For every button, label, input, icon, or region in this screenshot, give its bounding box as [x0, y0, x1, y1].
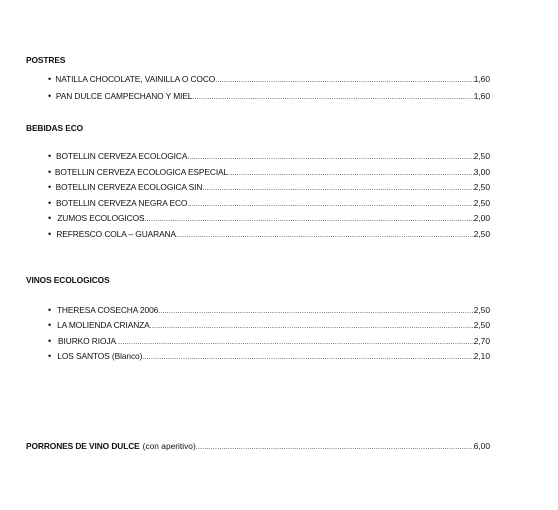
- menu-item-vinos-3: [48, 335, 490, 347]
- menu-item-bebidas-2: [48, 166, 490, 178]
- dot-leader: [187, 154, 473, 161]
- item-price: 2,10: [473, 351, 490, 361]
- dot-leader: [196, 444, 474, 451]
- bullet-icon: •: [48, 198, 52, 208]
- item-price: 2,50: [473, 198, 490, 208]
- menu-item-bebidas-4: [48, 197, 490, 209]
- item-name: LA MOLIENDA CRIANZA: [57, 320, 150, 330]
- item-name: BOTELLIN CERVEZA ECOLOGICA ESPECIAL: [54, 167, 229, 177]
- item-name: NATILLA CHOCOLATE, VAINILLA O COCO: [55, 74, 216, 84]
- item-name: THERESA COSECHA 2006: [56, 305, 159, 315]
- menu-item-bebidas-5: [48, 212, 490, 224]
- menu-item-postres-2: [48, 90, 490, 102]
- item-price: 2,50: [473, 182, 490, 192]
- item-name: LOS SANTOS (Blanco): [57, 351, 143, 361]
- menu-item-bebidas-6: [48, 228, 490, 240]
- bullet-icon: •: [48, 182, 52, 192]
- item-price: 1,60: [473, 91, 490, 101]
- porrones-note: (con aperitivo): [142, 441, 196, 451]
- dot-leader: [202, 185, 473, 192]
- bullet-icon: •: [48, 305, 52, 315]
- porrones-name: PORRONES DE VINO DULCE: [26, 441, 140, 451]
- menu-item-bebidas-3: [48, 181, 490, 193]
- section-title-vinos: VINOS ECOLOGICOS: [26, 275, 110, 285]
- bullet-icon: •: [48, 320, 52, 330]
- item-name: BOTELLIN CERVEZA NEGRA ECO: [56, 198, 188, 208]
- item-price: 2,00: [473, 213, 490, 223]
- menu-item-postres-1: [48, 73, 490, 85]
- menu-item-vinos-2: [48, 319, 490, 331]
- item-name: BOTELLIN CERVEZA ECOLOGICA: [56, 151, 188, 161]
- bullet-icon: •: [48, 74, 52, 84]
- bullet-icon: •: [48, 336, 52, 346]
- dot-leader: [192, 94, 473, 101]
- item-name: PAN DULCE CAMPECHANO Y MIEL: [55, 91, 193, 101]
- item-name: BOTELLIN CERVEZA ECOLOGICA SIN: [55, 182, 203, 192]
- bullet-icon: •: [48, 351, 52, 361]
- bullet-icon: •: [48, 167, 52, 177]
- dot-leader: [187, 201, 473, 208]
- bullet-icon: •: [48, 213, 52, 223]
- item-name: ZUMOS ECOLOGICOS: [57, 213, 145, 223]
- dot-leader: [215, 77, 473, 84]
- section-title-bebidas: BEBIDAS ECO: [26, 123, 84, 133]
- dot-leader: [176, 232, 474, 239]
- item-price: 2,50: [473, 320, 490, 330]
- dot-leader: [116, 339, 474, 346]
- bullet-icon: •: [48, 229, 52, 239]
- section-title-postres: POSTRES: [26, 55, 66, 65]
- menu-item-bebidas-1: [48, 150, 490, 162]
- dot-leader: [142, 354, 473, 361]
- dot-leader: [158, 308, 473, 315]
- item-name: BIURKO RIOJA: [58, 336, 116, 346]
- item-price: 3,00: [473, 167, 490, 177]
- menu-item-vinos-1: [48, 304, 490, 316]
- bullet-icon: •: [48, 91, 52, 101]
- porrones-price: 6,00: [473, 441, 490, 451]
- dot-leader: [150, 323, 474, 330]
- item-price: 2,50: [473, 229, 490, 239]
- dot-leader: [228, 170, 474, 177]
- item-price: 1,60: [473, 74, 490, 84]
- menu-item-porrones: [26, 440, 490, 452]
- item-price: 2,70: [473, 336, 490, 346]
- menu-item-vinos-4: [48, 350, 490, 362]
- bullet-icon: •: [48, 151, 52, 161]
- item-price: 2,50: [473, 151, 490, 161]
- dot-leader: [145, 216, 474, 223]
- item-price: 2,50: [473, 305, 490, 315]
- item-name: REFRESCO COLA – GUARANA: [56, 229, 176, 239]
